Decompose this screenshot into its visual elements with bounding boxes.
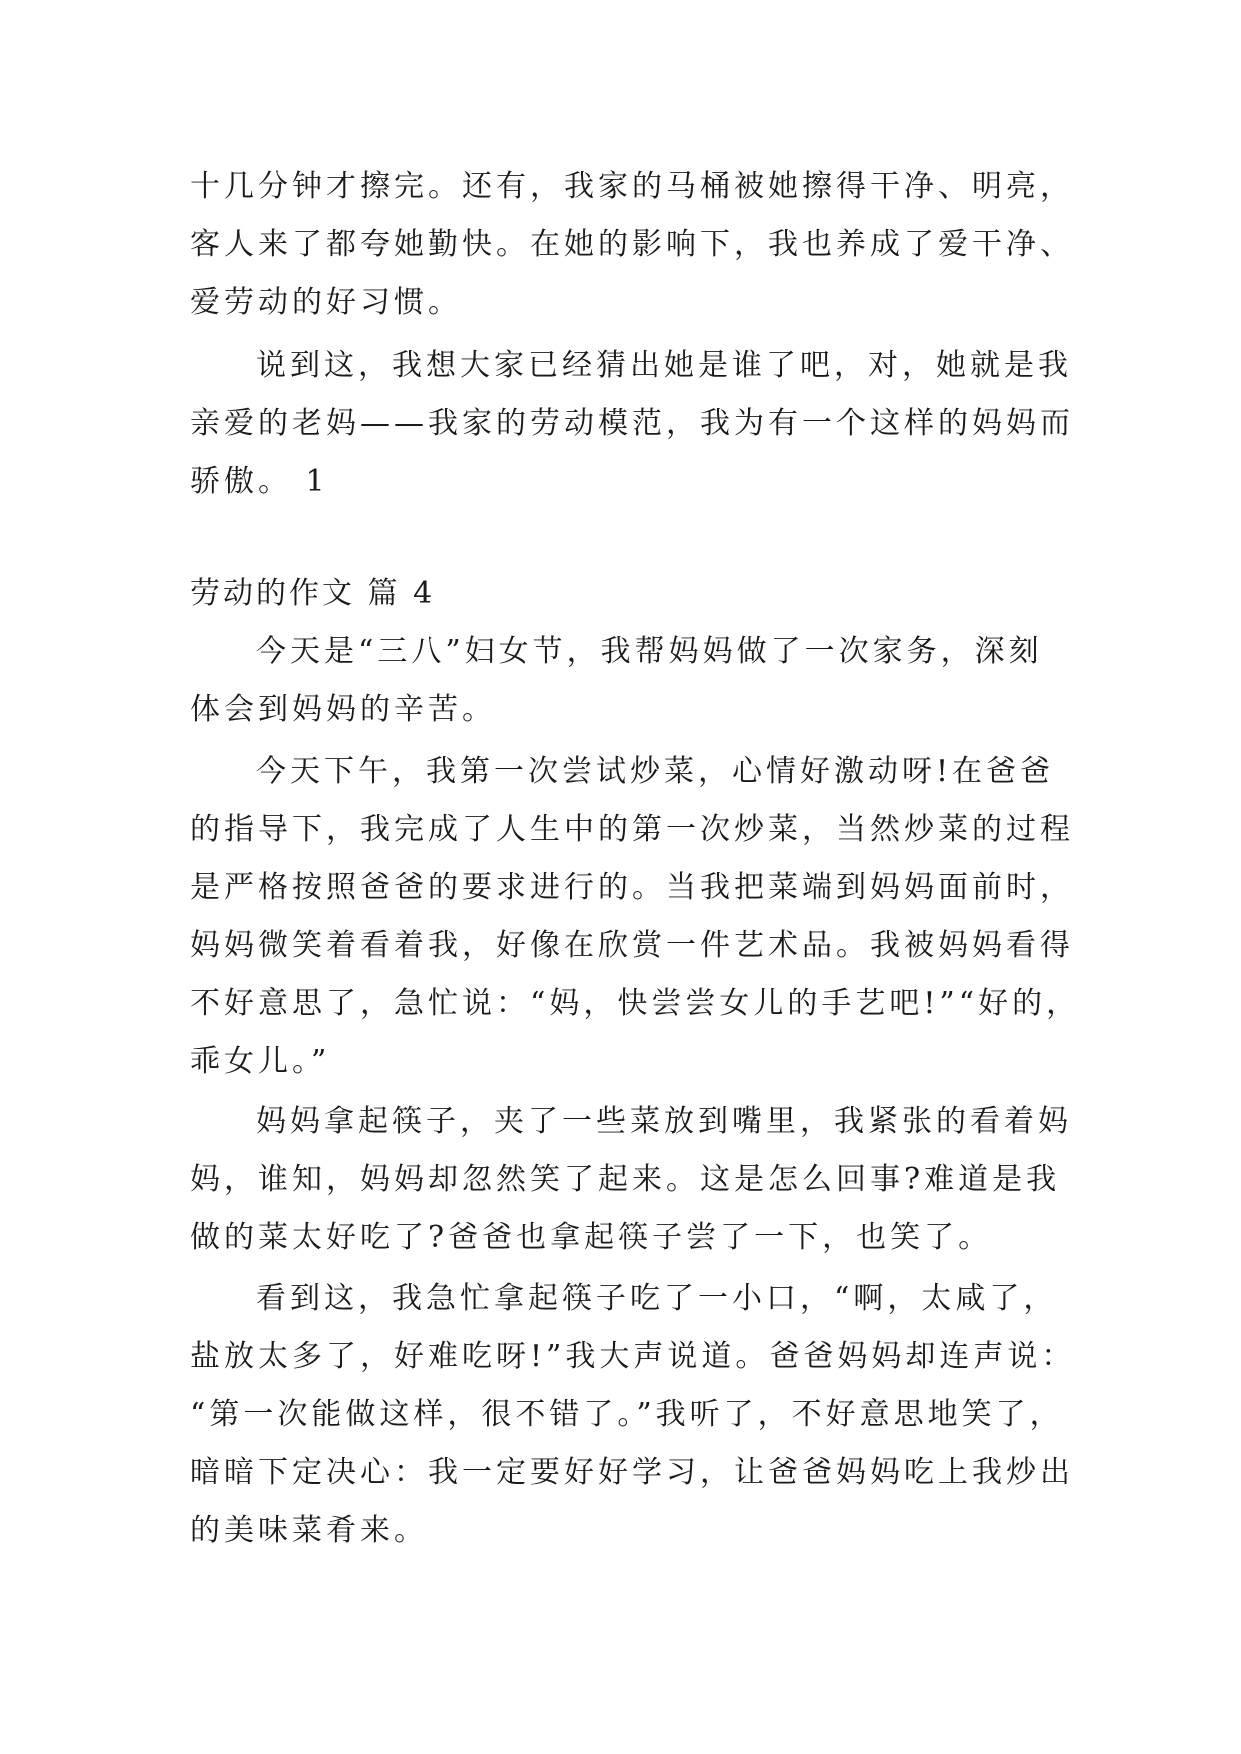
section-heading: 劳动的作文 篇 4 bbox=[190, 576, 436, 611]
text-line: 妈妈拿起筷子，夹了一些菜放到嘴里，我紧张的看着妈 bbox=[256, 1104, 1072, 1139]
text-line: 的指导下，我完成了人生中的第一次炒菜，当然炒菜的过程 bbox=[190, 812, 1074, 847]
text-line: 看到这，我急忙拿起筷子吃了一小口，“啊，太咸了， bbox=[256, 1281, 1058, 1316]
text-line: 骄傲。 1 bbox=[190, 464, 329, 499]
text-line: 妈妈微笑着看着我，好像在欣赏一件艺术品。我被妈妈看得 bbox=[190, 928, 1074, 963]
text-line: 妈，谁知，妈妈却忽然笑了起来。这是怎么回事?难道是我 bbox=[190, 1162, 1061, 1197]
text-line: 的美味菜肴来。 bbox=[190, 1513, 428, 1548]
text-line: 乖女儿。” bbox=[190, 1044, 331, 1079]
text-line: 客人来了都夸她勤快。在她的影响下，我也养成了爱干净、 bbox=[190, 227, 1074, 262]
text-line: “第一次能做这样，很不错了。”我听了，不好意思地笑了， bbox=[190, 1397, 1064, 1432]
text-line: 爱劳动的好习惯。 bbox=[190, 285, 462, 320]
text-line: 盐放太多了，好难吃呀!”我大声说道。爸爸妈妈却连声说： bbox=[190, 1339, 1076, 1374]
text-line: 不好意思了，急忙说：“妈，快尝尝女儿的手艺吧!”“好的， bbox=[190, 986, 1081, 1021]
text-line: 今天是“三八”妇女节，我帮妈妈做了一次家务，深刻 bbox=[256, 634, 1043, 669]
text-line: 是严格按照爸爸的要求进行的。当我把菜端到妈妈面前时， bbox=[190, 870, 1074, 905]
paragraph-intro bbox=[190, 623, 1090, 739]
text-line: 亲爱的老妈——我家的劳动模范，我为有一个这样的妈妈而 bbox=[190, 406, 1074, 441]
text-line: 做的菜太好吃了?爸爸也拿起筷子尝了一下，也笑了。 bbox=[190, 1220, 993, 1255]
paragraph-continuation bbox=[190, 158, 1090, 332]
paragraph-tasting bbox=[190, 1093, 1090, 1267]
paragraph-cooking bbox=[190, 743, 1090, 1091]
text-line: 说到这，我想大家已经猜出她是谁了吧，对，她就是我 bbox=[256, 348, 1072, 383]
text-line: 今天下午，我第一次尝试炒菜，心情好激动呀!在爸爸 bbox=[256, 754, 1055, 789]
text-line: 十几分钟才擦完。还有，我家的马桶被她擦得干净、明亮， bbox=[190, 169, 1074, 204]
text-line: 体会到妈妈的辛苦。 bbox=[190, 692, 496, 727]
text-line: 暗暗下定决心：我一定要好好学习，让爸爸妈妈吃上我炒出 bbox=[190, 1455, 1074, 1490]
paragraph-conclusion bbox=[190, 337, 1090, 511]
paragraph-ending bbox=[190, 1270, 1090, 1560]
